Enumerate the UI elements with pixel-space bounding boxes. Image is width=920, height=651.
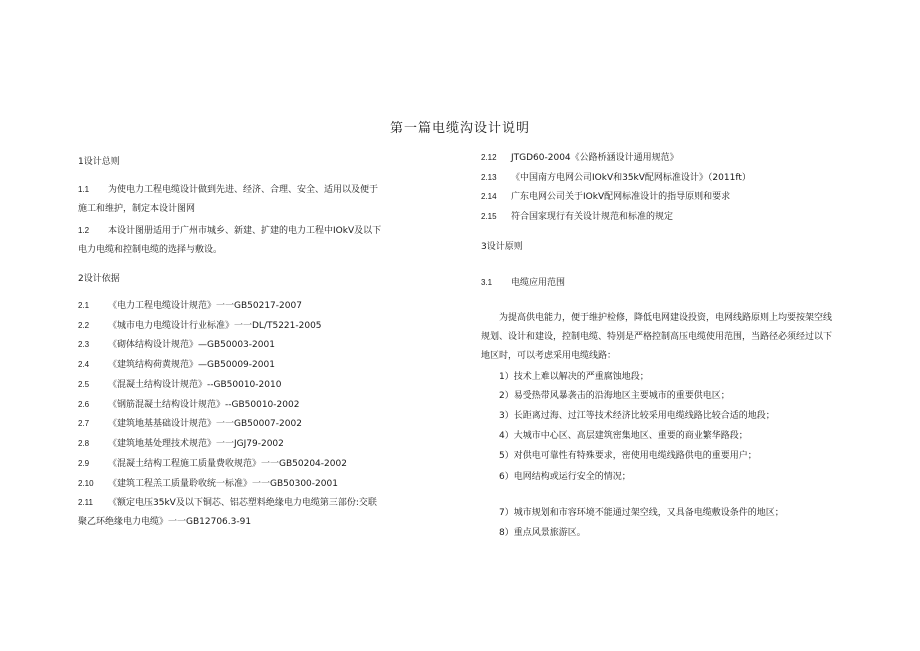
reference-item	[78, 399, 299, 411]
clause-1-1-line-2: 施工和维护，制定本设计图网	[78, 204, 196, 214]
clause-number: 2.8	[78, 439, 90, 448]
reference-text: 《建筑地基处理技术规范》一一JGJ79-2002	[108, 439, 284, 449]
reference-text: 《混凝土结构工程施工质量费收规范》一一GB50204-2002	[108, 459, 347, 469]
clause-1-2-line-1	[78, 225, 381, 237]
list-item: 5）对供电可靠性有特殊要求，密使用电缆线路供电的重要用户；	[499, 451, 757, 461]
reference-item	[481, 172, 751, 184]
clause-1-2-line-2: 电力电缆和控制电缆的选择与敷设。	[78, 245, 223, 255]
clause-number: 2.11	[78, 498, 93, 507]
subsection-3-1-heading	[481, 277, 565, 289]
list-item: 7）城市规划和市容环境不能通过架空线，又具备电缆敷设条件的地区；	[499, 508, 784, 518]
section-2-heading: 2设计依据	[78, 274, 120, 284]
reference-item	[78, 359, 275, 371]
reference-item	[78, 320, 322, 332]
clause-number: 2.6	[78, 400, 90, 409]
clause-text: 《额定电压35kV及以下铜芯、铝芯塑料绝缘电力电缆第三部份:交联	[108, 498, 377, 508]
reference-item	[78, 458, 347, 470]
clause-number: 2.10	[78, 479, 94, 488]
reference-text: 符合国家现行有关设计规范和标准的规定	[511, 212, 674, 222]
reference-item	[78, 418, 302, 430]
reference-text: 《砌体结构设计规范》—GB50003-2001	[108, 340, 275, 350]
reference-text: 广东电网公司关于IOkV配网标准设计的指导原则和要求	[511, 192, 731, 202]
list-item: 4）大城市中心区、高层建筑密集地区、重要的商业繁华路段；	[499, 431, 748, 441]
subsection-title: 电缆应用范围	[511, 278, 566, 288]
clause-number: 2.7	[78, 419, 90, 428]
clause-number: 2.12	[481, 153, 497, 162]
reference-text: 《中国南方电网公司IOkV和35kV配网标准设计》（2011ft）	[511, 173, 751, 183]
list-item: 3）长距离过海、过江等技术经济比较采用电缆线路比较合适的地段；	[499, 411, 775, 421]
page-title: 第一篇电缆沟设计说明	[389, 121, 530, 136]
scope-paragraph: 为提高供电能力，便于维护检修，降低电网建设投资，电网线路原则上均要按架空线规划、设计和建设，控制电缆、特别是严格控制高压电缆使用范围，当路径必须经过以下地区时，可以考虑采用电缆线路：	[481, 313, 833, 361]
clause-number: 2.14	[481, 192, 497, 201]
reference-item	[78, 379, 281, 391]
clause-number: 2.13	[481, 173, 497, 182]
section-1-heading: 1设计总则	[78, 157, 120, 167]
reference-text: 《混凝土结构设计规范》--GB50010-2010	[108, 380, 282, 390]
clause-number: 2.2	[78, 321, 90, 330]
list-item: 8）重点风景旅游区。	[499, 528, 586, 538]
clause-number: 2.9	[78, 459, 90, 468]
reference-item	[481, 211, 673, 223]
clause-number: 2.3	[78, 340, 90, 349]
reference-text: 《建筑工程羔工质量聆收统一标准》一一GB50300-2001	[108, 479, 338, 489]
clause-text: 本设计图册适用于广州市城乡、新建、扩建的电力工程中IOkV及以下	[108, 226, 382, 236]
section-3-heading: 3设计原则	[481, 242, 523, 252]
reference-item	[78, 438, 284, 450]
clause-number: 2.4	[78, 360, 90, 369]
reference-item	[78, 300, 302, 312]
reference-item	[78, 478, 338, 490]
clause-number: 3.1	[481, 278, 493, 287]
list-item: 6）电网结构或运行安全的情况；	[499, 472, 631, 482]
reference-item	[481, 152, 679, 164]
list-item: 2）易受热带风暴袭击的沿海地区主要城市的重要供电区；	[499, 391, 730, 401]
clause-number: 2.1	[78, 301, 90, 310]
reference-item	[78, 339, 275, 351]
reference-text: 《钢筋混凝土结构设计规范》--GB50010-2002	[108, 400, 300, 410]
clause-number: 2.15	[481, 212, 497, 221]
clause-number: 1.2	[78, 226, 90, 235]
reference-text: 《建筑结构荷黄规范》—GB50009-2001	[108, 360, 275, 370]
reference-text: 《电力工程电缆设计规范》一一GB50217-2007	[108, 301, 302, 311]
clause-number: 2.5	[78, 380, 90, 389]
reference-text: 《城市电力电缆设计行业标准》一一DL/T5221-2005	[108, 321, 322, 331]
reference-text: 《建筑地基基础设计规范》一一GB50007-2002	[108, 419, 302, 429]
reference-item	[481, 191, 730, 203]
clause-1-1-line-1	[78, 184, 378, 196]
list-item: 1）技术上难以解决的严重腐蚀地段；	[499, 372, 649, 382]
clause-text: 为使电力工程电缆设计做到先进、经济、合理、安全、适用以及便于	[108, 185, 379, 195]
clause-2-11-line-1	[78, 497, 377, 509]
clause-2-11-line-2: 聚乙环绝缘电力电缆》一一GB12706.3-91	[78, 517, 252, 527]
reference-text: JTGD60-2004《公路桥涵设计通用规范》	[511, 153, 679, 163]
clause-number: 1.1	[78, 185, 90, 194]
